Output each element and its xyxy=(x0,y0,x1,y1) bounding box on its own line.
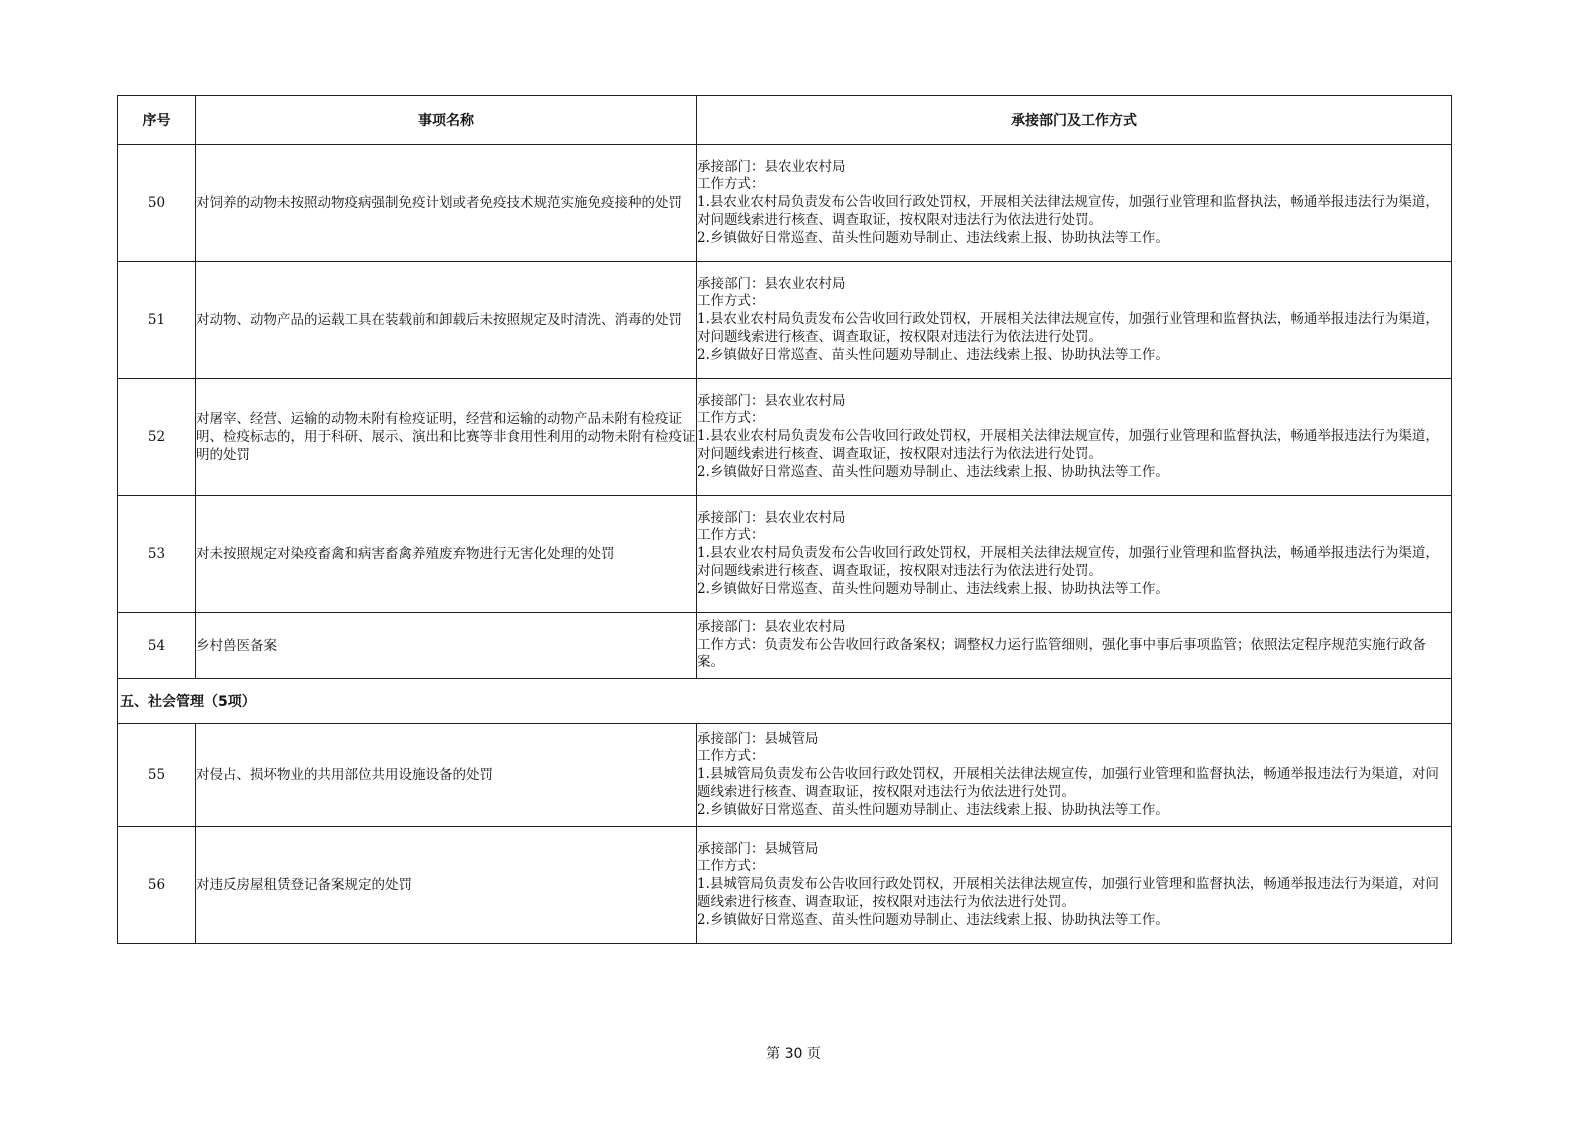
row-index: 50 xyxy=(118,145,196,262)
method-line-1: 1.县城管局负责发布公告收回行政处罚权，开展相关法律法规宣传，加强行业管理和监督执法，畅通举报违法行为渠道，对问题线索进行核查、调查取证，按权限对违法行为依法进行处罚。 xyxy=(697,766,1439,800)
row-index: 53 xyxy=(118,496,196,613)
row-dept-method xyxy=(697,496,1452,613)
method-line-1: 1.县农业农村局负责发布公告收回行政处罚权，开展相关法律法规宣传，加强行业管理和监督执法，畅通举报违法行为渠道，对问题线索进行核查、调查取证，按权限对违法行为依法进行处罚。 xyxy=(697,545,1439,579)
method-line-2: 2.乡镇做好日常巡查、苗头性问题劝导制止、违法线索上报、协助执法等工作。 xyxy=(697,229,1169,246)
method-line-2: 2.乡镇做好日常巡查、苗头性问题劝导制止、违法线索上报、协助执法等工作。 xyxy=(697,580,1169,597)
method-label: 工作方式： xyxy=(697,748,765,765)
dept-line: 承接部门：县城管局 xyxy=(697,840,819,857)
method-label: 工作方式： xyxy=(697,410,765,427)
row-item-name: 对未按照规定对染疫畜禽和病害畜禽养殖废弃物进行无害化处理的处罚 xyxy=(196,496,697,613)
row-item-name: 对违反房屋租赁登记备案规定的处罚 xyxy=(196,827,697,944)
method-line-2: 2.乡镇做好日常巡查、苗头性问题劝导制止、违法线索上报、协助执法等工作。 xyxy=(697,801,1169,818)
header-dept-method: 承接部门及工作方式 xyxy=(697,96,1452,145)
table-row xyxy=(118,496,1452,613)
row-dept-method xyxy=(697,379,1452,496)
method-line-1: 1.县城管局负责发布公告收回行政处罚权，开展相关法律法规宣传，加强行业管理和监督执法，畅通举报违法行为渠道，对问题线索进行核查、调查取证，按权限对违法行为依法进行处罚。 xyxy=(697,876,1439,910)
method-label: 工作方式：负责发布公告收回行政备案权；调整权力运行监管细则，强化事中事后事项监管；依照法定程序规范实施行政备案。 xyxy=(697,636,1426,671)
method-label: 工作方式： xyxy=(697,293,765,310)
row-item-name: 乡村兽医备案 xyxy=(196,613,697,679)
row-dept-method xyxy=(697,613,1452,679)
row-item-name: 对屠宰、经营、运输的动物未附有检疫证明，经营和运输的动物产品未附有检疫证明、检疫标志的，用于科研、展示、演出和比赛等非食用性利用的动物未附有检疫证明的处罚 xyxy=(196,379,697,496)
row-dept-method xyxy=(697,145,1452,262)
table-row xyxy=(118,262,1452,379)
table-row xyxy=(118,827,1452,944)
row-index: 55 xyxy=(118,724,196,827)
dept-line: 承接部门：县农业农村局 xyxy=(697,275,846,292)
dept-line: 承接部门：县农业农村局 xyxy=(697,158,846,175)
dept-line: 承接部门：县农业农村局 xyxy=(697,618,846,635)
method-line-2: 2.乡镇做好日常巡查、苗头性问题劝导制止、违法线索上报、协助执法等工作。 xyxy=(697,911,1169,928)
row-dept-method xyxy=(697,724,1452,827)
row-index: 54 xyxy=(118,613,196,679)
header-item-name: 事项名称 xyxy=(196,96,697,145)
method-line-2: 2.乡镇做好日常巡查、苗头性问题劝导制止、违法线索上报、协助执法等工作。 xyxy=(697,346,1169,363)
method-line-1: 1.县农业农村局负责发布公告收回行政处罚权，开展相关法律法规宣传，加强行业管理和监督执法，畅通举报违法行为渠道，对问题线索进行核查、调查取证，按权限对违法行为依法进行处罚。 xyxy=(697,311,1439,345)
items-table xyxy=(117,95,1452,944)
dept-line: 承接部门：县城管局 xyxy=(697,730,819,747)
row-index: 52 xyxy=(118,379,196,496)
row-item-name: 对饲养的动物未按照动物疫病强制免疫计划或者免疫技术规范实施免疫接种的处罚 xyxy=(196,145,697,262)
method-label: 工作方式： xyxy=(697,176,765,193)
table-row xyxy=(118,724,1452,827)
table-row xyxy=(118,145,1452,262)
dept-line: 承接部门：县农业农村局 xyxy=(697,509,846,526)
page-number: 第 30 页 xyxy=(766,1046,821,1062)
method-line-1: 1.县农业农村局负责发布公告收回行政处罚权，开展相关法律法规宣传，加强行业管理和监督执法，畅通举报违法行为渠道，对问题线索进行核查、调查取证，按权限对违法行为依法进行处罚。 xyxy=(697,428,1439,462)
method-line-1: 1.县农业农村局负责发布公告收回行政处罚权，开展相关法律法规宣传，加强行业管理和监督执法，畅通举报违法行为渠道，对问题线索进行核查、调查取证，按权限对违法行为依法进行处罚。 xyxy=(697,194,1439,228)
row-index: 51 xyxy=(118,262,196,379)
method-line-2: 2.乡镇做好日常巡查、苗头性问题劝导制止、违法线索上报、协助执法等工作。 xyxy=(697,463,1169,480)
table-row xyxy=(118,379,1452,496)
row-item-name: 对侵占、损坏物业的共用部位共用设施设备的处罚 xyxy=(196,724,697,827)
method-label: 工作方式： xyxy=(697,858,765,875)
row-dept-method xyxy=(697,262,1452,379)
row-index: 56 xyxy=(118,827,196,944)
dept-line: 承接部门：县农业农村局 xyxy=(697,392,846,409)
row-item-name: 对动物、动物产品的运载工具在装载前和卸载后未按照规定及时清洗、消毒的处罚 xyxy=(196,262,697,379)
row-dept-method xyxy=(697,827,1452,944)
header-index: 序号 xyxy=(118,96,196,145)
section-row xyxy=(118,679,1452,724)
table-header-row xyxy=(118,96,1452,145)
method-label: 工作方式： xyxy=(697,527,765,544)
section-title: 五、社会管理（5项） xyxy=(118,679,1452,724)
table-row xyxy=(118,613,1452,679)
